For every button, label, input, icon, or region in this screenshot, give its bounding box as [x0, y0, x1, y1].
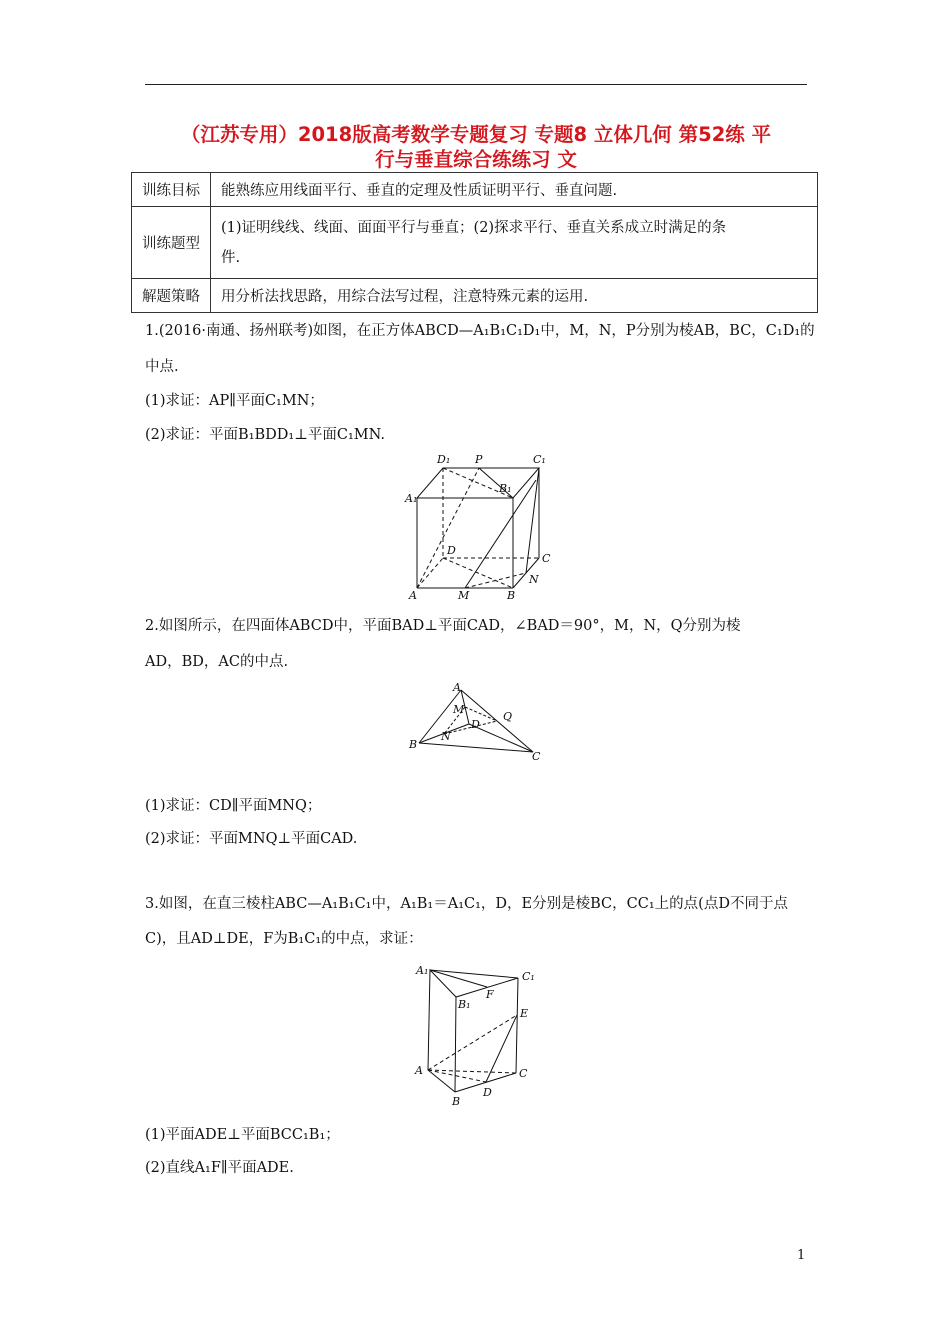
label-B1: B₁	[458, 998, 471, 1011]
table-row	[132, 173, 818, 207]
q2-stem-line-2: AD，BD，AC的中点.	[145, 654, 289, 670]
q3-part-1: (1)平面ADE⊥平面BCC₁B₁；	[145, 1127, 340, 1143]
label-E: E	[520, 1007, 529, 1020]
q1-part-2: (2)求证：平面B₁BDD₁⊥平面C₁MN.	[145, 427, 385, 443]
title-line-2: 行与垂直综合练练习 文	[375, 148, 577, 171]
row-label-type: 训练题型	[132, 207, 211, 279]
label-C: C	[519, 1067, 528, 1080]
label-D1: D₁	[437, 453, 451, 466]
segment-DB	[443, 558, 513, 588]
cube-figure	[395, 450, 565, 605]
q1-stem-line-1: 1.(2016·南通、扬州联考)如图，在正方体ABCD—A₁B₁C₁D₁中，M，N，P分别为棱AB，BC，C₁D₁的	[145, 323, 815, 339]
title-line-1: （江苏专用）2018版高考数学专题复习 专题8 立体几何 第52练 平	[180, 123, 772, 146]
label-M: M	[453, 703, 465, 716]
label-B1: B₁	[499, 482, 512, 495]
label-Q: Q	[503, 710, 513, 723]
prism-figure	[410, 960, 545, 1110]
row-label-goal: 训练目标	[132, 173, 211, 207]
q2-part-2: (2)求证：平面MNQ⊥平面CAD.	[145, 831, 358, 847]
type-line-1: (1)证明线线、线面、面面平行与垂直；(2)探求平行、垂直关系成立时满足的条	[221, 219, 727, 236]
label-A1: A₁	[416, 964, 429, 977]
label-P: P	[475, 453, 483, 466]
segment-C1N	[526, 468, 539, 573]
type-line-2: 件.	[221, 249, 241, 266]
label-B: B	[507, 589, 516, 602]
tetrahedron-figure	[405, 680, 555, 762]
row-content-goal: 能熟练应用线面平行、垂直的定理及性质证明平行、垂直问题.	[211, 173, 818, 207]
edge-AA1	[428, 970, 430, 1070]
label-D: D	[471, 718, 480, 731]
segment-AP	[417, 468, 479, 588]
q1-stem-line-2: 中点.	[145, 359, 179, 375]
label-F: F	[486, 988, 494, 1001]
label-A1: A₁	[405, 492, 418, 505]
row-content-strategy: 用分析法找思路，用综合法写过程，注意特殊元素的运用.	[211, 279, 818, 313]
edge-AB	[428, 1070, 455, 1092]
q3-part-2: (2)直线A₁F∥平面ADE.	[145, 1160, 294, 1176]
label-B: B	[409, 738, 418, 751]
header-rule	[145, 84, 807, 85]
label-D: D	[483, 1086, 492, 1099]
label-A: A	[415, 1064, 423, 1077]
label-C: C	[542, 552, 551, 565]
segment-MN	[465, 573, 526, 588]
q2-part-1: (1)求证：CD∥平面MNQ；	[145, 798, 322, 814]
segment-AE	[428, 1015, 517, 1070]
label-A: A	[409, 589, 417, 602]
q2-stem-line-1: 2.如图所示，在四面体ABCD中，平面BAD⊥平面CAD，∠BAD＝90°，M，N，Q分别为棱	[145, 618, 741, 634]
edge-AC	[428, 1070, 516, 1073]
label-A: A	[453, 681, 461, 694]
segment-MQ	[465, 707, 497, 721]
label-C1: C₁	[522, 970, 535, 983]
label-N: N	[529, 573, 539, 586]
label-D: D	[447, 544, 456, 557]
edge-CC1	[516, 978, 518, 1073]
label-N: N	[441, 730, 451, 743]
q1-part-1: (1)求证：AP∥平面C₁MN；	[145, 393, 324, 409]
row-content-type	[211, 207, 818, 279]
label-C: C	[532, 750, 541, 762]
page-number: 1	[797, 1248, 806, 1263]
label-M: M	[458, 589, 470, 602]
table-row	[132, 279, 818, 313]
page-title	[140, 122, 812, 172]
training-info-table	[131, 172, 818, 313]
label-B: B	[452, 1095, 461, 1108]
edge-BB1	[455, 997, 456, 1092]
q3-stem-line-2: C)，且AD⊥DE，F为B₁C₁的中点，求证：	[145, 931, 423, 947]
q3-stem-line-1: 3.如图，在直三棱柱ABC—A₁B₁C₁中，A₁B₁＝A₁C₁，D，E分别是棱BC，CC₁上的点(点D不同于点	[145, 896, 788, 912]
table-row	[132, 207, 818, 279]
row-label-strategy: 解题策略	[132, 279, 211, 313]
label-C1: C₁	[533, 453, 546, 466]
